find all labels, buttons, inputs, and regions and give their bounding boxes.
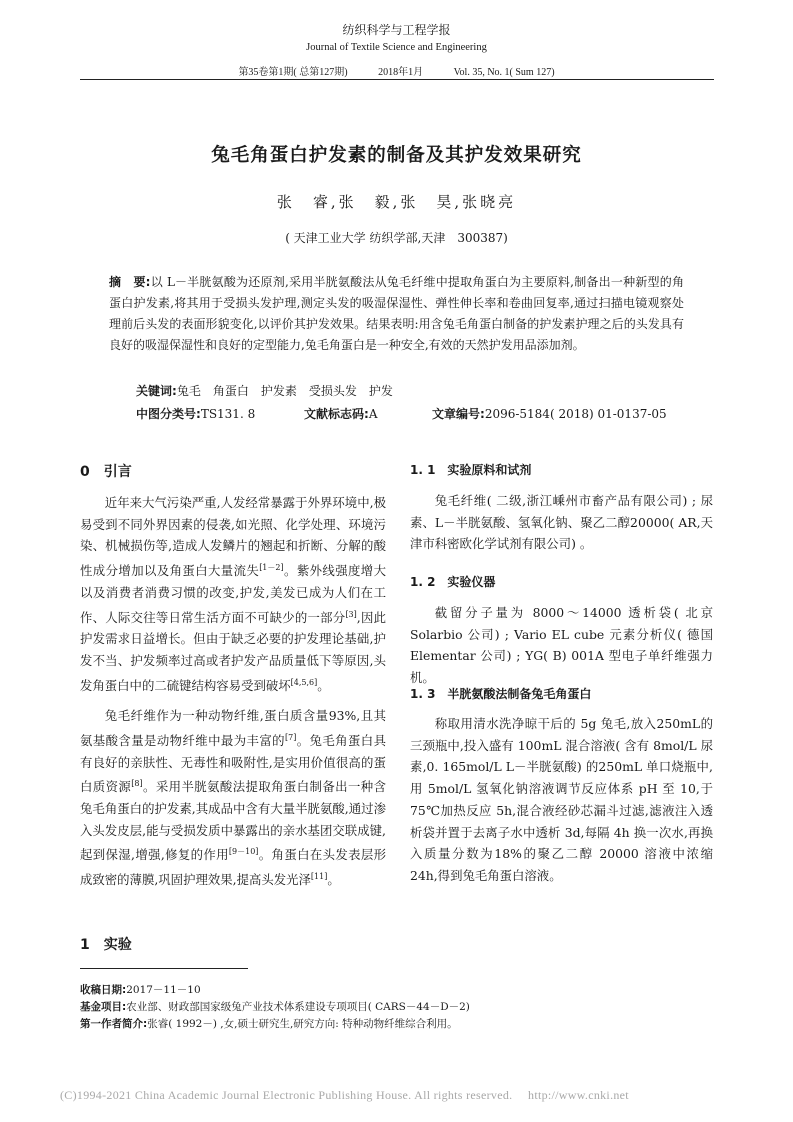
preparation-paragraph: 称取用清水洗净晾干后的 5g 兔毛,放入250mL的三颈瓶中,投入盛有 100mL 混合溶液( 含有 8mol/L 尿素,0. 165mol/L L－半胱氨酸) 的250mL 单口烧瓶中,用 5mol/L 氢氧化钠溶液调节反应体系 pH 至 10,于 75℃加热反应 5h,混合液经砂芯漏斗过滤,滤液注入透析袋并置于去离子水中透析 3d,每隔 4h 换一次水,再换入质量分数为18%的聚乙二醇 20000 溶液中浓缩 24h,得到兔毛角蛋白溶液。 [410,716,713,883]
intro-paragraph-1 [80,492,386,697]
article-label: 文章编号: [432,407,485,421]
intro-p1-text-b: 。紫外线强度增大以及消费者消费习惯的改变,护发,美发已成为人们在工作、人际交往等日常生活方面不可缺少的一部分 [80,563,387,625]
intro-p2-text-b: 。兔毛角蛋白具有良好的亲肤性、无毒性和吸附性,是实用价值很高的蛋白质资源 [80,732,387,795]
instruments-paragraph: 截留分子量为 8000～14000 透析袋( 北京 Solarbio 公司) ; Vario EL cube 元素分析仪( 德国 Elementar 公司) ; YG( B) 001A 型电子单纤维强力机。 [410,605,713,686]
fund-label: 基金项目: [80,1001,127,1013]
subsection-heading-instruments: 1. 2 实验仪器 [410,575,496,589]
intro-paragraph-2 [80,705,386,891]
authors: 张 睿,张 毅,张 昊,张晓亮 [276,193,517,211]
abstract [109,272,684,356]
citation: [8] [131,779,143,789]
intro-p2-text-a: 兔毛纤维作为一种动物纤维,蛋白质含量93%,且其氨基酸含量是动物纤维中最为丰富的 [80,708,386,748]
affiliation: ( 天津工业大学 纺织学部,天津 300387) [285,231,508,245]
citation: [4,5,6] [290,677,318,687]
citation: [3] [345,609,357,619]
citation: [11] [310,872,328,882]
citation: [7] [284,732,297,742]
intro-p2-text-e: 。 [327,872,340,888]
issue-en: Vol. 35, No. 1( Sum 127) [453,67,555,78]
issue-cn: 第35卷第1期( 总第127期) [238,67,348,78]
author-label: 第一作者简介: [80,1018,148,1030]
keywords-text: 兔毛 角蛋白 护发素 受损头发 护发 [176,384,393,398]
materials-paragraph: 兔毛纤维( 二级,浙江嵊州市畜产品有限公司) ; 尿素、L－半胱氨酸、氢氧化钠、聚乙二醇20000( AR,天津市科密欧化学试剂有限公司) 。 [410,493,713,552]
footnote-rule [80,968,248,969]
issue-date: 2018年1月 [378,67,424,78]
citation: [1－2] [259,563,284,573]
keywords [136,382,393,399]
citation: [9－10] [228,847,259,857]
intro-p1-text-a: 近年来大气污染严重,人发经常暴露于外界环境中,极易受到不同外界因素的侵袭,如光照、化学处理、环境污染、机械损伤等,造成人发鳞片的翘起和折断、分解的酸性成分增加以及角蛋白大量流失 [80,495,386,579]
subsection-heading-materials: 1. 1 实验原料和试剂 [410,463,532,477]
received-value: 2017－11－10 [126,984,201,996]
clc-label: 中图分类号: [136,407,201,421]
doc-value: A [368,407,378,421]
intro-p1-text-d: 。 [317,678,330,693]
subsection-heading-preparation: 1. 3 半胱氨酸法制备兔毛角蛋白 [410,687,592,701]
abstract-label: 摘 要: [109,275,151,289]
article-value: 2096-5184( 2018) 01-0137-05 [484,407,667,421]
footnote-fund [80,999,720,1014]
issue-line [0,63,793,78]
header-rule [80,79,714,80]
author-value: 张睿( 1992－) ,女,硕士研究生,研究方向: 特种动物纤维综合利用。 [147,1018,458,1030]
intro-p1-text-c: ,因此护发需求日益增长。但由于缺乏必要的护发理论基础,护发不当、护发频率过高或者护发产品质量低下等原因,头发角蛋白中的二硫键结构容易受到破坏 [80,609,386,693]
footnote-author [80,1016,720,1031]
journal-title-cn: 纺织科学与工程学报 [342,23,451,37]
clc-value: TS131. 8 [200,407,256,421]
intro-p2-text-c: 。采用半胱氨酸法提取角蛋白制备出一种含兔毛角蛋白的护发素,其成品中含有大量半胱氨酸,通过渗入头发皮层,能与受损发质中暴露出的亲水基团交联成键,起到保湿,增强,修复的作用 [80,779,387,863]
abstract-text: 以 L－半胱氨酸为还原剂,采用半胱氨酸法从兔毛纤维中提取角蛋白为主要原料,制备出一种新型的角蛋白护发素,将其用于受损头发护理,测定头发的吸湿保湿性、弹性伸长率和卷曲回复率,通过扫描电镜观察处理前后头发的表面形貌变化,以评价其护发效果。结果表明:用含兔毛角蛋白制备的护发素护理之后的头发具有良好的吸湿保湿性和良好的定型能力,兔毛角蛋白是一种安全,有效的天然护发用品添加剂。 [109,275,684,352]
received-label: 收稿日期: [80,984,127,996]
journal-title-en: Journal of Textile Science and Engineering [306,42,487,53]
classification-line [136,405,696,422]
doc-label: 文献标志码: [304,407,369,421]
footnote-received [80,982,720,997]
keywords-label: 关键词: [136,384,177,398]
fund-value: 农业部、财政部国家级兔产业技术体系建设专项项目( CARS－44－D－2) [126,1001,470,1013]
copyright-watermark: (C)1994-2021 China Academic Journal Electronic Publishing House. All rights reserved. http://www.cnki.net [60,1088,629,1102]
section-heading-intro: 0 引言 [80,464,132,480]
section-heading-experiment: 1 实验 [80,937,132,953]
paper-title: 兔毛角蛋白护发素的制备及其护发效果研究 [211,145,582,166]
intro-p2-text-d: 。角蛋白在头发表层形成致密的薄膜,巩固护理效果,提高头发光泽 [80,847,386,888]
